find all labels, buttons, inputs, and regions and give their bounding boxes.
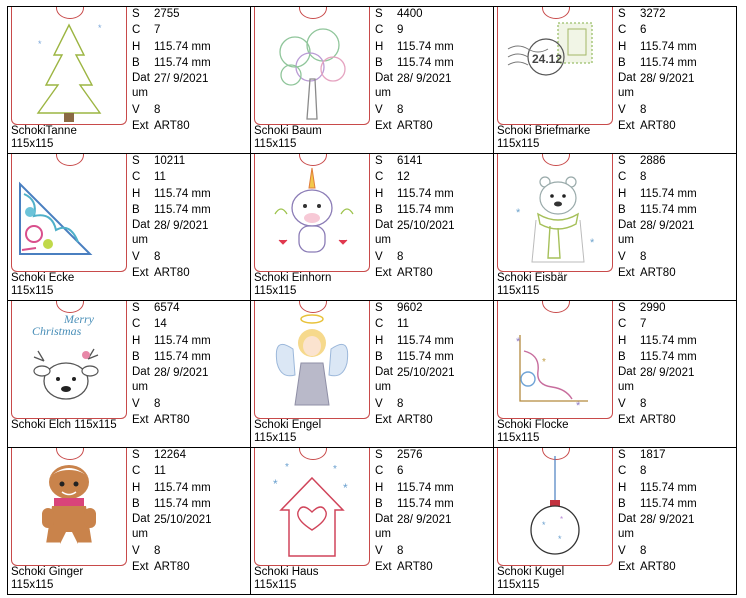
version-label: V [132, 251, 140, 264]
colors-value: 12 [397, 171, 410, 184]
gingerbread-man-icon [12, 448, 126, 565]
colors-value: 6 [640, 24, 647, 37]
design-properties [618, 447, 734, 576]
width-value: 115.74 mm [640, 497, 697, 510]
design-name: Schoki Kugel [497, 566, 565, 578]
date-label: Datum [375, 513, 393, 541]
design-thumbnail[interactable] [254, 301, 370, 419]
design-thumbnail[interactable] [11, 154, 127, 272]
stitches-value: 2990 [640, 302, 666, 314]
svg-text:*: * [516, 207, 521, 219]
design-thumbnail[interactable] [497, 7, 613, 125]
svg-text:*: * [576, 400, 581, 412]
date-label: Datum [618, 366, 636, 394]
stamp-date-text: 24.12 [532, 52, 563, 66]
design-name: Schoki Einhorn [254, 272, 332, 284]
design-card[interactable] [493, 301, 737, 447]
extension-label: Ext [375, 267, 392, 280]
stitches-value: 4400 [397, 8, 423, 20]
height-label: H [618, 334, 627, 347]
date-value: 28/ 9/2021 [397, 514, 452, 527]
design-catalog-grid [7, 6, 737, 595]
design-card[interactable] [250, 301, 492, 447]
width-label: B [618, 497, 626, 510]
date-value: 28/ 9/2021 [640, 73, 695, 86]
extension-label: Ext [375, 120, 392, 133]
stitches-value: 3272 [640, 8, 666, 20]
date-label: Datum [132, 513, 150, 541]
extension-label: Ext [618, 267, 635, 280]
date-label: Datum [132, 72, 150, 100]
width-value: 115.74 mm [640, 350, 697, 363]
width-label: B [618, 56, 626, 69]
postage-stamp-icon [498, 7, 612, 124]
design-size: 115x115 [254, 432, 297, 444]
design-card[interactable] [493, 154, 737, 300]
version-label: V [618, 398, 626, 411]
stitches-value: 1817 [640, 449, 666, 461]
height-label: H [375, 40, 384, 53]
date-label: Datum [618, 72, 636, 100]
colors-value: 6 [397, 465, 404, 478]
height-value: 115.74 mm [640, 334, 697, 347]
version-value: 8 [640, 251, 647, 264]
width-value: 115.74 mm [154, 350, 211, 363]
svg-text:*: * [558, 534, 562, 544]
design-thumbnail[interactable] [254, 7, 370, 125]
catalog-row [7, 447, 737, 595]
design-thumbnail[interactable] [254, 448, 370, 566]
extension-value: ART80 [397, 561, 433, 574]
width-value: 115.74 mm [397, 203, 454, 216]
extension-label: Ext [132, 414, 149, 427]
bauble-icon [498, 448, 612, 565]
stitches-label: S [618, 302, 626, 314]
stitches-label: S [132, 155, 140, 167]
extension-value: ART80 [640, 267, 676, 280]
angel-icon [255, 301, 369, 418]
version-value: 8 [397, 251, 404, 264]
colors-value: 11 [154, 465, 166, 478]
version-value: 8 [154, 545, 161, 558]
stitches-value: 2755 [154, 8, 180, 20]
height-value: 115.74 mm [154, 187, 211, 200]
date-label: Datum [618, 219, 636, 247]
extension-label: Ext [618, 414, 635, 427]
height-value: 115.74 mm [154, 334, 211, 347]
design-name: Schoki Ginger [11, 566, 84, 578]
svg-text:*: * [273, 477, 278, 491]
design-name: Schoki Elch 115x115 [11, 419, 117, 431]
height-value: 115.74 mm [154, 481, 211, 494]
extension-label: Ext [618, 561, 635, 574]
extension-label: Ext [132, 561, 149, 574]
width-label: B [132, 497, 140, 510]
extension-label: Ext [375, 414, 392, 427]
version-label: V [618, 104, 626, 117]
width-value: 115.74 mm [640, 56, 697, 69]
design-card[interactable] [7, 154, 249, 300]
version-label: V [132, 545, 140, 558]
height-value: 115.74 mm [640, 187, 697, 200]
colors-label: C [618, 171, 627, 184]
date-label: Datum [618, 513, 636, 541]
design-card[interactable] [493, 7, 737, 153]
design-name: Schoki Briefmarke [497, 125, 591, 137]
date-label: Datum [132, 219, 150, 247]
snowflake-swirl-icon [498, 301, 612, 418]
version-value: 8 [154, 251, 161, 264]
colors-label: C [375, 318, 384, 331]
design-thumbnail[interactable] [11, 7, 127, 125]
date-value: 25/10/2021 [397, 367, 455, 380]
stitches-label: S [375, 449, 383, 461]
design-name: Schoki Haus [254, 566, 319, 578]
svg-text:*: * [560, 515, 564, 524]
extension-value: ART80 [397, 414, 433, 427]
version-label: V [375, 545, 383, 558]
width-label: B [132, 203, 140, 216]
height-value: 115.74 mm [397, 40, 454, 53]
date-value: 28/ 9/2021 [154, 220, 209, 233]
version-label: V [618, 251, 626, 264]
date-value: 28/ 9/2021 [640, 220, 695, 233]
svg-text:*: * [285, 462, 289, 473]
design-card[interactable] [7, 448, 249, 594]
design-size: 115x115 [497, 432, 540, 444]
design-name: Schoki Ecke [11, 272, 75, 284]
stitches-value: 2576 [397, 449, 423, 461]
design-properties [132, 153, 248, 282]
height-value: 115.74 mm [640, 481, 697, 494]
height-label: H [132, 334, 141, 347]
width-label: B [132, 350, 140, 363]
design-card[interactable] [250, 448, 492, 594]
colors-value: 8 [640, 171, 647, 184]
reindeer-icon [12, 301, 126, 418]
height-value: 115.74 mm [397, 334, 454, 347]
design-size: 115x115 [11, 138, 54, 150]
design-card[interactable] [7, 301, 249, 447]
design-properties [375, 447, 491, 576]
height-label: H [618, 40, 627, 53]
colors-value: 11 [154, 171, 166, 184]
extension-label: Ext [132, 267, 149, 280]
extension-value: ART80 [640, 414, 676, 427]
design-thumbnail[interactable] [497, 154, 613, 272]
design-properties [132, 6, 248, 135]
design-size: 115x115 [497, 579, 540, 591]
extension-value: ART80 [397, 267, 433, 280]
version-label: V [375, 398, 383, 411]
date-value: 25/10/2021 [154, 514, 212, 527]
height-value: 115.74 mm [154, 40, 211, 53]
svg-text:*: * [542, 520, 546, 530]
extension-value: ART80 [397, 120, 433, 133]
design-size: 115x115 [11, 579, 54, 591]
design-properties [375, 6, 491, 135]
extension-value: ART80 [154, 267, 190, 280]
design-name: Schoki Flocke [497, 419, 569, 431]
colors-value: 11 [397, 318, 409, 331]
swirl-tree-icon [255, 7, 369, 124]
design-size: 115x115 [497, 285, 540, 297]
height-value: 115.74 mm [397, 187, 454, 200]
extension-label: Ext [618, 120, 635, 133]
version-value: 8 [154, 104, 161, 117]
date-label: Datum [375, 72, 393, 100]
width-label: B [618, 203, 626, 216]
stitches-value: 6141 [397, 155, 423, 167]
stitches-label: S [132, 449, 140, 461]
stitches-value: 10211 [154, 155, 186, 167]
version-label: V [132, 104, 140, 117]
version-label: V [132, 398, 140, 411]
width-value: 115.74 mm [154, 56, 211, 69]
svg-text:*: * [333, 464, 337, 475]
svg-text:*: * [343, 481, 348, 495]
extension-value: ART80 [640, 120, 676, 133]
design-thumbnail[interactable] [497, 448, 613, 566]
svg-text:*: * [38, 39, 42, 49]
design-name: Schoki Baum [254, 125, 322, 137]
width-value: 115.74 mm [640, 203, 697, 216]
width-value: 115.74 mm [154, 497, 211, 510]
extension-value: ART80 [640, 561, 676, 574]
date-value: 28/ 9/2021 [640, 367, 695, 380]
design-size: 115x115 [254, 285, 297, 297]
design-name: Schoki Engel [254, 419, 322, 431]
width-label: B [375, 203, 383, 216]
date-value: 27/ 9/2021 [154, 73, 209, 86]
colors-label: C [618, 318, 627, 331]
design-properties [375, 300, 491, 429]
date-value: 28/ 9/2021 [154, 367, 209, 380]
width-label: B [375, 497, 383, 510]
extension-value: ART80 [154, 120, 190, 133]
colors-value: 14 [154, 318, 167, 331]
design-size: 115x115 [11, 285, 54, 297]
design-name: Schoki Eisbär [497, 272, 568, 284]
stitches-label: S [375, 155, 383, 167]
merry-text: Merry [64, 312, 94, 326]
catalog-row [7, 6, 737, 153]
extension-label: Ext [132, 120, 149, 133]
design-properties [618, 300, 734, 429]
christmas-tree-icon [12, 7, 126, 124]
width-label: B [375, 350, 383, 363]
design-size: 115x115 [254, 579, 297, 591]
version-value: 8 [640, 398, 647, 411]
colors-label: C [375, 171, 384, 184]
stitches-label: S [618, 8, 626, 20]
design-properties [618, 153, 734, 282]
date-label: Datum [375, 366, 393, 394]
width-value: 115.74 mm [154, 203, 211, 216]
design-card[interactable] [250, 7, 492, 153]
design-properties [132, 300, 248, 429]
version-label: V [375, 104, 383, 117]
colors-label: C [132, 24, 141, 37]
colors-label: C [618, 465, 627, 478]
design-size: 115x115 [497, 138, 540, 150]
version-value: 8 [154, 398, 161, 411]
design-name: SchokiTanne [11, 125, 77, 137]
version-label: V [618, 545, 626, 558]
catalog-row [7, 153, 737, 300]
design-card[interactable] [250, 154, 492, 300]
version-value: 8 [640, 545, 647, 558]
design-properties [375, 153, 491, 282]
height-value: 115.74 mm [640, 40, 697, 53]
width-value: 115.74 mm [397, 56, 454, 69]
heart-house-icon [255, 448, 369, 565]
stitches-label: S [618, 449, 626, 461]
unicorn-icon [255, 154, 369, 271]
stitches-label: S [618, 155, 626, 167]
version-value: 8 [640, 104, 647, 117]
date-value: 28/ 9/2021 [397, 73, 452, 86]
stitches-value: 6574 [154, 302, 180, 314]
svg-text:*: * [542, 357, 546, 368]
christmas-text: Christmas [32, 324, 82, 338]
design-thumbnail[interactable] [11, 448, 127, 566]
extension-value: ART80 [154, 561, 190, 574]
date-value: 28/ 9/2021 [640, 514, 695, 527]
svg-text:*: * [516, 336, 521, 348]
design-thumbnail[interactable] [11, 301, 127, 419]
height-label: H [132, 40, 141, 53]
extension-label: Ext [375, 561, 392, 574]
stitches-value: 9602 [397, 302, 423, 314]
height-label: H [618, 187, 627, 200]
svg-text:*: * [98, 23, 102, 33]
design-size: 115x115 [254, 138, 297, 150]
version-value: 8 [397, 545, 404, 558]
stitches-label: S [375, 302, 383, 314]
stitches-label: S [132, 302, 140, 314]
width-label: B [375, 56, 383, 69]
svg-text:*: * [590, 237, 595, 249]
width-value: 115.74 mm [397, 350, 454, 363]
height-value: 115.74 mm [397, 481, 454, 494]
catalog-row [7, 300, 737, 447]
height-label: H [132, 187, 141, 200]
colors-value: 7 [154, 24, 161, 37]
stitches-value: 2886 [640, 155, 666, 167]
colors-label: C [132, 171, 141, 184]
polar-bear-icon [498, 154, 612, 271]
extension-value: ART80 [154, 414, 190, 427]
version-value: 8 [397, 104, 404, 117]
design-card[interactable] [7, 7, 249, 153]
width-value: 115.74 mm [397, 497, 454, 510]
date-value: 25/10/2021 [397, 220, 455, 233]
colors-label: C [375, 24, 384, 37]
height-label: H [132, 481, 141, 494]
height-label: H [375, 334, 384, 347]
width-label: B [618, 350, 626, 363]
design-thumbnail[interactable] [497, 301, 613, 419]
colors-label: C [618, 24, 627, 37]
colors-value: 9 [397, 24, 404, 37]
version-label: V [375, 251, 383, 264]
design-properties [618, 6, 734, 135]
colors-value: 8 [640, 465, 647, 478]
design-thumbnail[interactable] [254, 154, 370, 272]
width-label: B [132, 56, 140, 69]
colors-label: C [132, 318, 141, 331]
height-label: H [375, 187, 384, 200]
date-label: Datum [132, 366, 150, 394]
stitches-label: S [375, 8, 383, 20]
colors-label: C [375, 465, 384, 478]
design-properties [132, 447, 248, 576]
colors-value: 7 [640, 318, 647, 331]
height-label: H [375, 481, 384, 494]
version-value: 8 [397, 398, 404, 411]
design-card[interactable] [493, 448, 737, 594]
colors-label: C [132, 465, 141, 478]
height-label: H [618, 481, 627, 494]
stitches-value: 12264 [154, 449, 186, 461]
corner-ornament-icon [12, 154, 126, 271]
date-label: Datum [375, 219, 393, 247]
stitches-label: S [132, 8, 140, 20]
